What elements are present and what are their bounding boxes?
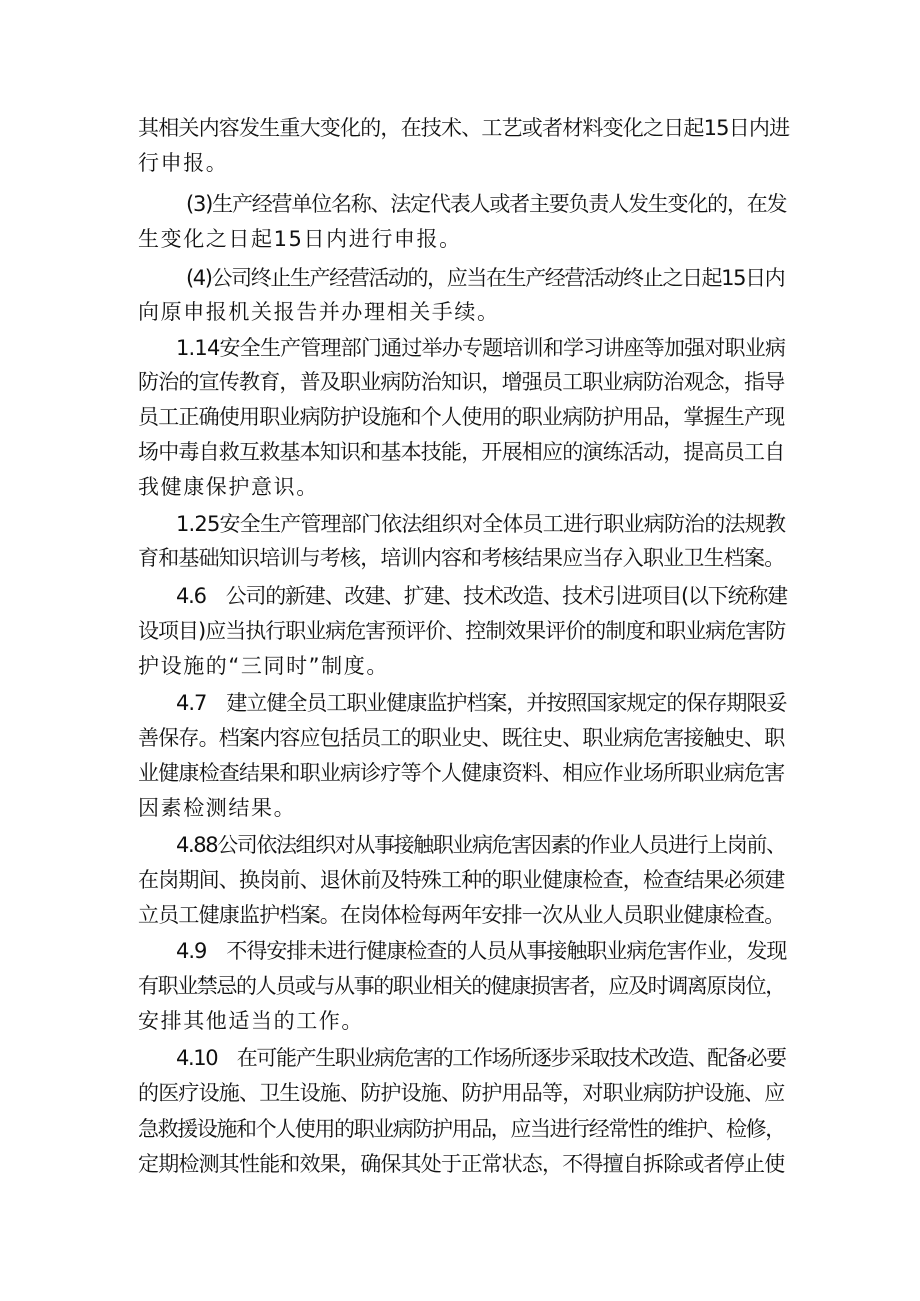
text-line: 生变化之日起15日内进行申报。 [138,227,462,251]
text-line: 育和基础知识培训与考核，培训内容和考核结果应当存入职业卫生档案。 [138,546,785,570]
text-line: 行申报。 [138,151,229,175]
text-line: 员工正确使用职业病防护设施和个人使用的职业病防护用品，掌握生产现 [138,405,785,429]
text-line: 业健康检查结果和职业病诊疗等个人健康资料、相应作业场所职业病危害 [138,761,785,785]
text-line: 1.25安全生产管理部门依法组织对全体员工进行职业病防治的法规教 [176,512,786,536]
text-line: 4.6 公司的新建、改建、扩建、技术改造、技术引进项目(以下统称建 [176,584,787,608]
text-line: 因素检测结果。 [138,796,297,820]
text-line: 的医疗设施、卫生设施、防护设施、防护用品等，对职业病防护设施、应 [138,1081,785,1105]
text-line: 4.10 在可能产生职业病危害的工作场所逐步采取技术改造、配备必要 [176,1046,786,1070]
text-line: (4)公司终止生产经营活动的，应当在生产经营活动终止之日起15日内 [186,266,785,290]
text-line: 我健康保护意识。 [138,475,319,499]
text-line: 急救援设施和个人使用的职业病防护用品，应当进行经常性的维护、检修， [138,1117,785,1141]
text-line: (3)生产经营单位名称、法定代表人或者主要负责人发生变化的，在发 [186,192,787,216]
text-line: 在岗期间、换岗前、退休前及特殊工种的职业健康检查，检查结果必须建 [138,868,785,892]
text-line: 设项目)应当执行职业病危害预评价、控制效果评价的制度和职业病危害防 [138,619,786,643]
text-line: 善保存。档案内容应包括员工的职业史、既往史、职业病危害接触史、职 [138,726,785,750]
text-line: 立员工健康监护档案。在岗体检每两年安排一次从业人员职业健康检查。 [138,903,785,927]
text-line: 定期检测其性能和效果，确保其处于正常状态，不得擅自拆除或者停止使 [138,1152,785,1176]
text-line: 其相关内容发生重大变化的，在技术、工艺或者材料变化之日起15日内进 [138,116,790,140]
text-line: 4.7 建立健全员工职业健康监护档案，并按照国家规定的保存期限妥 [176,691,787,715]
text-line: 有职业禁忌的人员或与从事的职业相关的健康损害者，应及时调离原岗位， [138,974,785,998]
text-line: 防治的宣传教育，普及职业病防治知识，增强员工职业病防治观念，指导 [138,370,785,394]
text-line: 护设施的“三同时”制度。 [138,654,389,678]
text-line: 4.9 不得安排未进行健康检查的人员从事接触职业病危害作业，发现 [176,939,787,963]
text-line: 场中毒自救互救基本知识和基本技能，开展相应的演练活动，提高员工自 [138,440,785,464]
text-line: 安排其他适当的工作。 [138,1009,364,1033]
text-line: 向原申报机关报告并办理相关手续。 [138,300,500,324]
text-line: 4.88公司依法组织对从事接触职业病危害因素的作业人员进行上岗前、 [176,833,786,857]
text-line: 1.14安全生产管理部门通过举办专题培训和学习讲座等加强对职业病 [176,336,786,360]
